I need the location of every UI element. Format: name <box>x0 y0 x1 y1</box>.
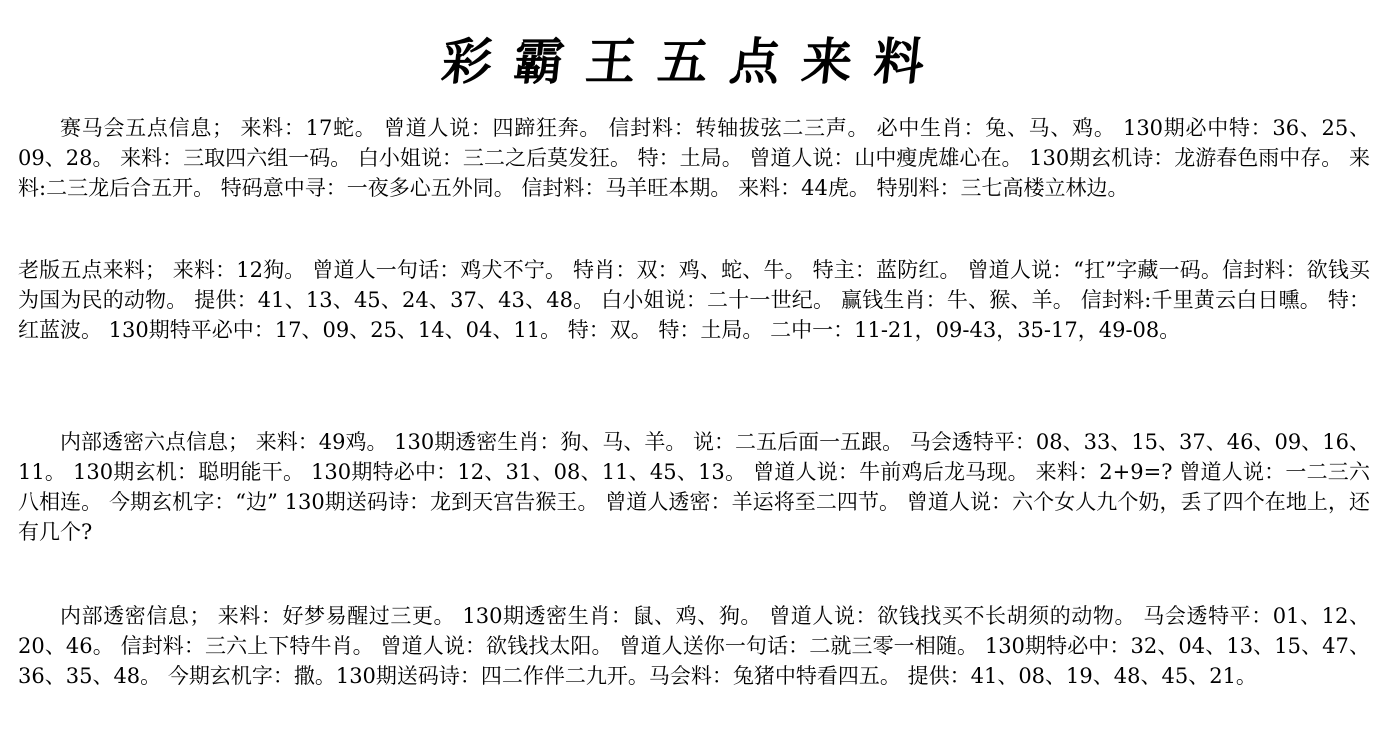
paragraph-old-version-five-point: 老版五点来料； 来料：12狗。 曾道人一句话：鸡犬不宁。 特肖：双：鸡、蛇、牛。 特主：蓝防红。 曾道人说：“扛”字藏一码。信封料：欲钱买为国为民的动物。 提供：41、13、45、24、37、43、48。 白小姐说：二十一世纪。 赢钱生肖：牛、猴、羊。 信封料:千里黄云白日曛。 特：红蓝波。 130期特平必中：17、09、25、14、04、11。 特：双。 特：土局。 二中一：11-21，09-43，35-17，49-08。 <box>18 258 1370 342</box>
paragraph-internal-six-point-info: 内部透密六点信息； 来料：49鸡。 130期透密生肖：狗、马、羊。 说：二五后面一五跟。 马会透特平：08、33、15、37、46、09、16、11。 130期玄机：聪明能干。 130期特必中：12、31、08、11、45、13。 曾道人说：牛前鸡后龙马现。 来料：2+9=? 曾道人说：一二三六八相连。 今期玄机字：“边” 130期送码诗：龙到天宫告猴王。 曾道人透密：羊运将至二四节。 曾道人说：六个女人九个奶，丢了四个在地上，还有几个? <box>18 430 1370 544</box>
paragraph-internal-info: 内部透密信息； 来料：好梦易醒过三更。 130期透密生肖：鼠、鸡、狗。 曾道人说：欲钱找买不长胡须的动物。 马会透特平：01、12、20、46。 信封料：三六上下特牛肖。 曾道人说：欲钱找太阳。 曾道人送你一句话：二就三零一相随。 130期特必中：32、04、13、15、47、36、35、48。 今期玄机字：撒。130期送码诗：四二作伴二九开。马会料：兔猪中特看四五。 提供：41、08、19、48、45、21。 <box>18 604 1370 688</box>
paragraph-racecourse-five-point-info: 赛马会五点信息； 来料：17蛇。 曾道人说：四蹄狂奔。 信封料：转轴拔弦二三声。 必中生肖：兔、马、鸡。 130期必中特：36、25、09、28。 来料：三取四六组一码。 白小姐说：三二之后莫发狂。 特：土局。 曾道人说：山中瘦虎雄心在。 130期玄机诗：龙游春色雨中存。 来料:二三龙后合五开。 特码意中寻：一夜多心五外同。 信封料：马羊旺本期。 来料：44虎。 特别料：三七高楼立林边。 <box>18 116 1370 200</box>
document-title: 彩霸王五点来料 <box>438 32 950 91</box>
